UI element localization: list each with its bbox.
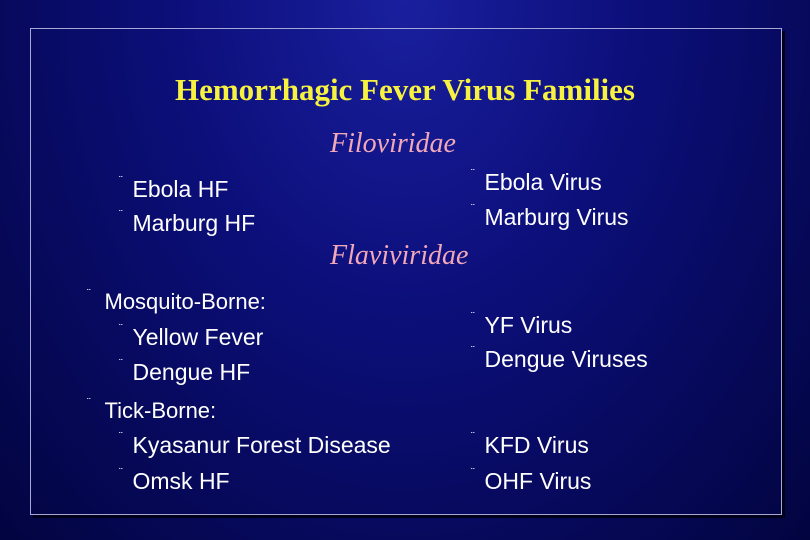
list-item-label: Marburg HF xyxy=(132,210,256,236)
list-item-label: Kyasanur Forest Disease xyxy=(132,432,391,458)
bullet-icon: ¨ xyxy=(118,208,124,221)
bullet-icon: ¨ xyxy=(470,202,476,215)
bullet-icon: ¨ xyxy=(118,466,124,479)
list-item-kfd-virus xyxy=(470,430,589,460)
list-item-dengue-hf xyxy=(118,357,250,387)
bullet-icon: ¨ xyxy=(86,396,92,409)
bullet-icon: ¨ xyxy=(86,287,92,300)
list-item-label: Dengue Viruses xyxy=(484,346,648,372)
list-item-marburg-virus xyxy=(470,202,629,232)
list-item-label: Yellow Fever xyxy=(132,324,264,350)
group-mosquito-borne xyxy=(86,287,266,317)
list-item-ebola-hf xyxy=(118,174,228,204)
list-item-label: Ebola HF xyxy=(132,176,229,202)
list-item-label: KFD Virus xyxy=(484,432,589,458)
family-heading-filoviridae: Filoviridae xyxy=(330,128,456,159)
bullet-icon: ¨ xyxy=(470,167,476,180)
bullet-icon: ¨ xyxy=(470,344,476,357)
bullet-icon: ¨ xyxy=(470,310,476,323)
list-item-kyasanur-forest-disease xyxy=(118,430,391,460)
bullet-icon: ¨ xyxy=(470,466,476,479)
list-item-omsk-hf xyxy=(118,466,230,496)
list-item-label: Marburg Virus xyxy=(484,204,629,230)
list-item-ebola-virus xyxy=(470,167,602,197)
list-item-yellow-fever xyxy=(118,322,263,352)
list-item-label: Ebola Virus xyxy=(484,169,602,195)
bullet-icon: ¨ xyxy=(118,322,124,335)
bullet-icon: ¨ xyxy=(118,430,124,443)
list-item-ohf-virus xyxy=(470,466,591,496)
group-tick-borne xyxy=(86,396,216,426)
list-item-label: Omsk HF xyxy=(132,468,230,494)
bullet-icon: ¨ xyxy=(118,174,124,187)
group-label: Mosquito-Borne: xyxy=(104,289,266,314)
list-item-label: Dengue HF xyxy=(132,359,251,385)
list-item-yf-virus xyxy=(470,310,572,340)
slide-title: Hemorrhagic Fever Virus Families xyxy=(174,72,635,107)
list-item-label: YF Virus xyxy=(484,312,573,338)
group-label: Tick-Borne: xyxy=(104,398,217,423)
family-heading-flaviviridae: Flaviviridae xyxy=(330,240,469,271)
list-item-label: OHF Virus xyxy=(484,468,592,494)
bullet-icon: ¨ xyxy=(470,430,476,443)
bullet-icon: ¨ xyxy=(118,357,124,370)
list-item-dengue-viruses xyxy=(470,344,648,374)
list-item-marburg-hf xyxy=(118,208,255,238)
